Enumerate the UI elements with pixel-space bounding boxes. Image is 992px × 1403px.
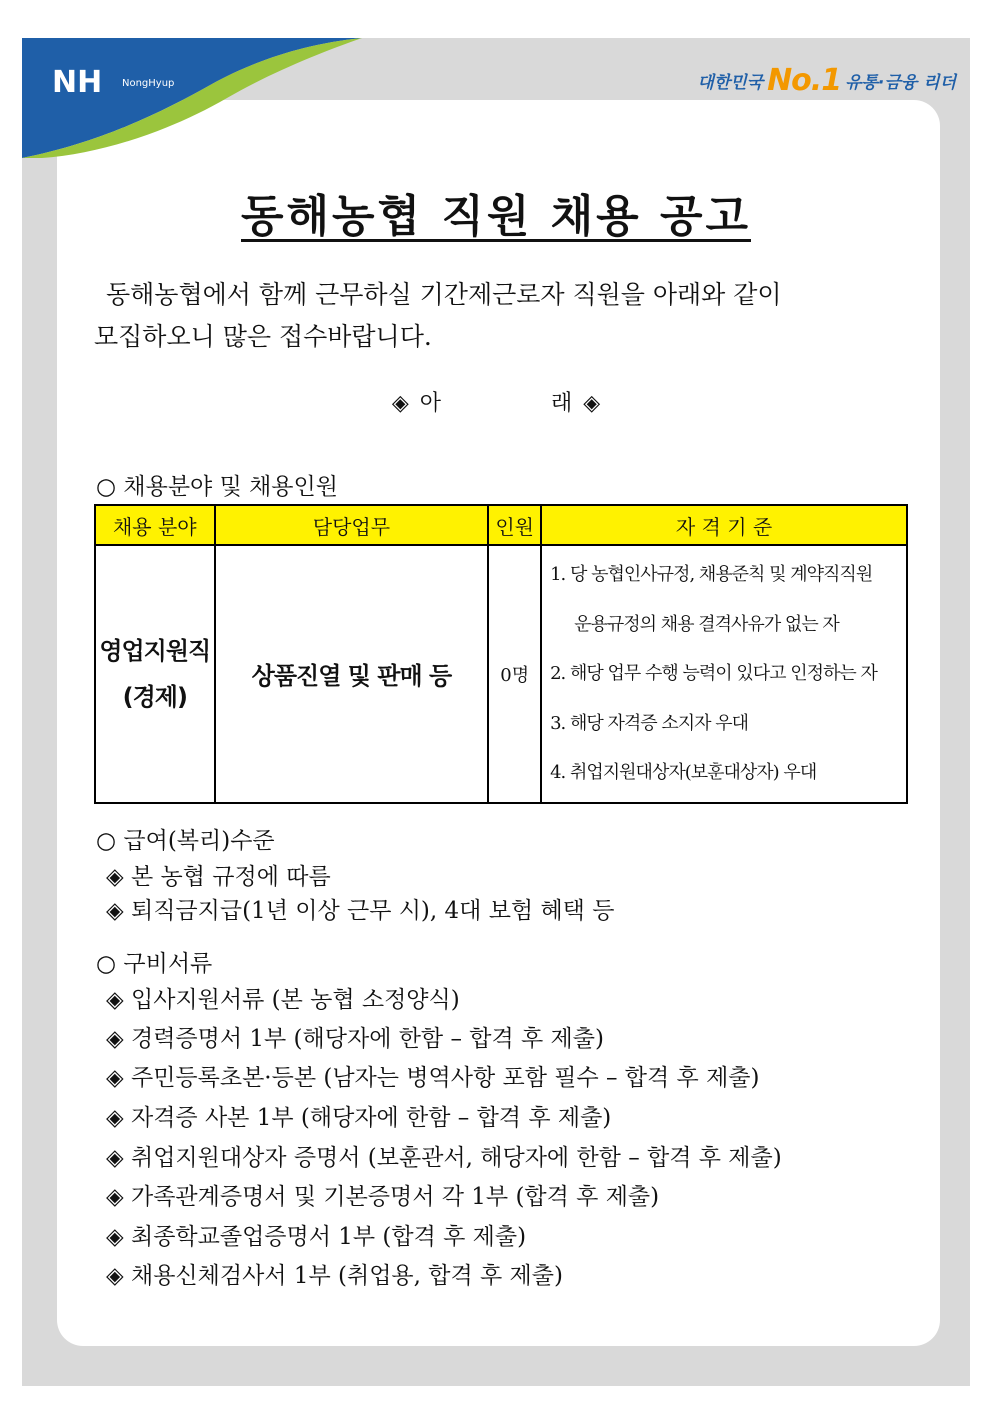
list-item: ◈ 본 농협 규정에 따름: [106, 864, 331, 890]
field-name: 영업지원직: [99, 636, 211, 665]
list-item: ◈ 자격증 사본 1부 (해당자에 한함 – 합격 후 제출): [106, 1105, 612, 1131]
nh-logo-sub: NongHyup: [122, 78, 175, 89]
nh-logo-mark: NH: [52, 65, 103, 100]
arae-right: 래 ◈: [551, 391, 601, 416]
list-item: ◈ 퇴직금지급(1년 이상 근무 시), 4대 보험 혜택 등: [106, 898, 615, 924]
cell-requirements: [541, 545, 907, 803]
col-field: 채용 분야: [95, 505, 215, 545]
requirement-item: 3. 해당 자격증 소지자 우대: [550, 712, 749, 734]
col-headcount: 인원: [488, 505, 541, 545]
intro-line-1: 동해농협에서 함께 근무하실 기간제근로자 직원을 아래와 같이: [106, 280, 782, 309]
field-category: (경제): [122, 682, 187, 711]
arae-left: ◈ 아: [391, 391, 441, 416]
list-item: ◈ 입사지원서류 (본 농협 소정양식): [106, 987, 460, 1013]
list-item: ◈ 경력증명서 1부 (해당자에 한함 – 합격 후 제출): [106, 1026, 604, 1052]
col-duty: 담당업무: [215, 505, 489, 545]
slogan: [697, 60, 956, 100]
table-row: [95, 545, 907, 803]
recruit-table: [94, 504, 908, 804]
col-requirements: 자 격 기 준: [541, 505, 907, 545]
recruit-table-header: [95, 505, 907, 545]
intro-line-2: 모집하오니 많은 접수바랍니다.: [94, 322, 432, 351]
list-item: ◈ 가족관계증명서 및 기본증명서 각 1부 (합격 후 제출): [106, 1184, 660, 1210]
docs-heading: ○ 구비서류: [96, 951, 213, 977]
cell-field: [95, 545, 215, 803]
requirement-item: 2. 해당 업무 수행 능력이 있다고 인정하는 자: [550, 663, 877, 684]
slogan-suffix: 유통·금융 리더: [845, 72, 956, 93]
requirement-item: 운용규정의 채용 결격사유가 없는 자: [574, 613, 839, 635]
nh-logo: [22, 38, 362, 158]
slogan-prefix: 대한민국: [697, 72, 764, 93]
slogan-no1: No.1: [767, 62, 842, 98]
requirement-item: 4. 취업지원대상자(보훈대상자) 우대: [550, 762, 817, 783]
list-item: ◈ 채용신체검사서 1부 (취업용, 합격 후 제출): [106, 1263, 563, 1289]
cell-duty: 상품진열 및 판매 등: [215, 545, 489, 803]
list-item: ◈ 주민등록초본·등본 (남자는 병역사항 포함 필수 – 합격 후 제출): [106, 1065, 760, 1091]
arae-heading: [0, 386, 992, 417]
page-title: [0, 180, 992, 244]
list-item: ◈ 최종학교졸업증명서 1부 (합격 후 제출): [106, 1224, 527, 1250]
cell-headcount: 0명: [488, 545, 541, 803]
recruit-heading: ○ 채용분야 및 채용인원: [96, 474, 338, 500]
list-item: ◈ 취업지원대상자 증명서 (보훈관서, 해당자에 한함 – 합격 후 제출): [106, 1145, 782, 1171]
pay-heading: ○ 급여(복리)수준: [96, 828, 275, 854]
page-title-text: 동해농협 직원 채용 공고: [241, 191, 751, 242]
intro-paragraph: [94, 274, 894, 358]
requirement-item: 1. 당 농협인사규정, 채용준칙 및 계약직직원: [550, 564, 873, 585]
